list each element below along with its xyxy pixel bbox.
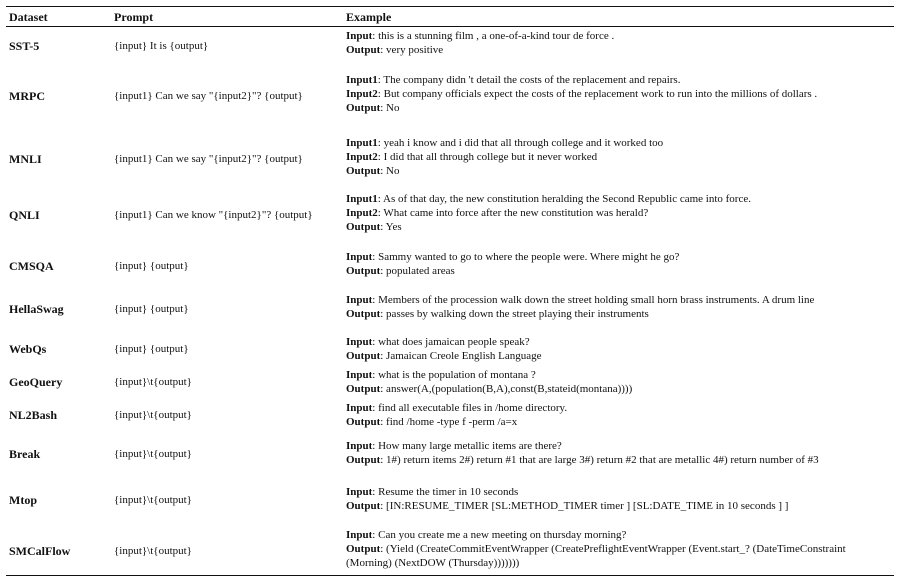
- example-cell: Input: what does jamaican people speak? Output: Jamaican Creole English Language: [346, 336, 542, 362]
- dataset-cell: Break: [9, 447, 41, 461]
- bottom-rule: [6, 575, 894, 576]
- prompt-cell: {input} It is {output}: [114, 40, 209, 52]
- header-example: Example: [346, 10, 392, 24]
- dataset-cell: NL2Bash: [9, 408, 58, 422]
- dataset-cell: GeoQuery: [9, 375, 63, 389]
- dataset-cell: QNLI: [9, 208, 40, 222]
- top-rule: [6, 6, 894, 7]
- example-cell: Input: Resume the timer in 10 seconds Output: [IN:RESUME_TIMER [SL:METHOD_TIMER timer ] [SL:DATE_TIME in 10 seconds ] ]: [346, 486, 789, 512]
- prompt-cell: {input}\t{output}: [114, 448, 192, 460]
- example-cell: Input: Can you create me a new meeting on thursday morning? Output: (Yield (CreateCommitEventWrapper (CreatePreflightEventWrapper (Event.start_? (DateTimeConstraint (Morning) (NextDOW (Thursday))))))): [346, 529, 846, 569]
- header-prompt: Prompt: [114, 10, 154, 24]
- dataset-cell: MRPC: [9, 89, 45, 103]
- dataset-cell: WebQs: [9, 342, 47, 356]
- dataset-cell: HellaSwag: [9, 302, 64, 316]
- dataset-cell: CMSQA: [9, 259, 54, 273]
- header-dataset: Dataset: [9, 10, 48, 24]
- example-cell: Input: Members of the procession walk down the street holding small horn brass instruments. A drum line Output: passes by walking down the street playing their instruments: [346, 294, 815, 320]
- prompt-cell: {input1} Can we say "{input2}"? {output}: [114, 90, 303, 102]
- example-cell: Input1: As of that day, the new constitution heralding the Second Republic came into force. Input2: What came into force after the new constitution was herald? Output: Yes: [346, 193, 751, 233]
- prompt-cell: {input}\t{output}: [114, 545, 192, 557]
- prompt-cell: {input} {output}: [114, 303, 189, 315]
- header-rule: [6, 26, 894, 27]
- example-cell: Input1: yeah i know and i did that all through college and it worked too Input2: I did that all through college but it never worked Output: No: [346, 137, 664, 177]
- example-cell: Input1: The company didn 't detail the costs of the replacement and repairs. Input2: But company officials expect the costs of the replacement work to run into the millions of dollars . Output: No: [346, 74, 818, 114]
- example-cell: Input: How many large metallic items are there? Output: 1#) return items 2#) return #1 that are large 3#) return #2 that are metallic 4#) return number of #3: [346, 440, 819, 466]
- dataset-cell: Mtop: [9, 493, 37, 507]
- prompt-cell: {input1} Can we say "{input2}"? {output}: [114, 153, 303, 165]
- prompt-cell: {input}\t{output}: [114, 494, 192, 506]
- example-cell: Input: find all executable files in /home directory. Output: find /home -type f -perm /a=x: [346, 402, 568, 428]
- prompt-cell: {input} {output}: [114, 260, 189, 272]
- example-cell: Input: this is a stunning film , a one-of-a-kind tour de force . Output: very positive: [346, 30, 615, 56]
- prompt-cell: {input} {output}: [114, 343, 189, 355]
- prompt-cell: {input}\t{output}: [114, 376, 192, 388]
- dataset-cell: SMCalFlow: [9, 544, 71, 558]
- example-cell: Input: what is the population of montana ? Output: answer(A,(population(B,A),const(B,stateid(montana)))): [346, 369, 633, 395]
- dataset-cell: SST-5: [9, 39, 40, 53]
- example-cell: Input: Sammy wanted to go to where the people were. Where might he go? Output: populated areas: [346, 251, 680, 277]
- prompt-cell: {input1} Can we know "{input2}"? {output}: [114, 209, 313, 221]
- dataset-cell: MNLI: [9, 152, 42, 166]
- prompt-cell: {input}\t{output}: [114, 409, 192, 421]
